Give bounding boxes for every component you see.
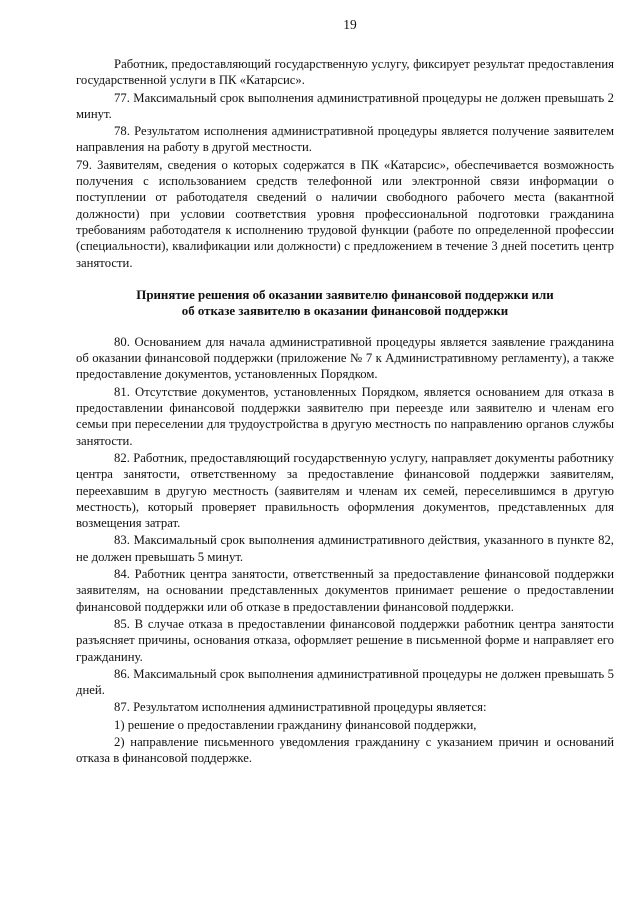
page-number: 19 [343, 17, 357, 32]
section-heading-line: об отказе заявителю в оказании финансовой поддержки [181, 304, 509, 319]
section-heading-line: Принятие решения об оказании заявителю финансовой поддержки или [136, 287, 554, 302]
paragraph: 77. Максимальный срок выполнения административной процедуры не должен превышать 2 минут. [76, 90, 614, 121]
paragraphs-before-heading [76, 56, 614, 271]
section-heading [76, 287, 614, 320]
paragraph: 2) направление письменного уведомления гражданину с указанием причин и оснований отказа в финансовой поддержке. [76, 734, 614, 766]
paragraph: 86. Максимальный срок выполнения административной процедуры не должен превышать 5 дней. [76, 666, 614, 698]
paragraph: 78. Результатом исполнения административной процедуры является получение заявителем направления на работу в другой местности. [76, 124, 614, 155]
paragraph: 82. Работник, предоставляющий государственную услугу, направляет документы работнику центра занятости, ответственному за предоставление финансовой поддержки заявителям, переехавшим в другую местность (заявителям и членам их семей, переселившимся в другую местность), который проверяет правильность оформления документов, представленных для возмещения затрат. [76, 450, 614, 531]
paragraph: 1) решение о предоставлении гражданину финансовой поддержки, [114, 717, 477, 732]
paragraph: 81. Отсутствие документов, установленных Порядком, является основанием для отказа в предоставлении финансовой поддержки заявителю при переезде или заявителю и членам его семьи при переселении для трудоустройства в другую местность по направлению органов службы занятости. [76, 384, 614, 448]
paragraphs-after-heading [76, 334, 614, 767]
paragraph: 80. Основанием для начала административной процедуры является заявление гражданина об оказании финансовой поддержки (приложение № 7 к Административному регламенту), а также предоставление документов, установленных Порядком. [76, 334, 614, 382]
paragraph: Работник, предоставляющий государственную услугу, фиксирует результат предоставления государственной услуги в ПК «Катарсис». [76, 57, 614, 88]
paragraph: 83. Максимальный срок выполнения административного действия, указанного в пункте 82, не должен превышать 5 минут. [76, 533, 614, 564]
paragraph: 85. В случае отказа в предоставлении финансовой поддержки работник центра занятости разъясняет причины, основания отказа, оформляет решение в письменной форме и направляет его гражданину. [76, 616, 614, 664]
paragraph: 87. Результатом исполнения административной процедуры является: [114, 700, 487, 715]
paragraph: 79. Заявителям, сведения о которых содержатся в ПК «Катарсис», обеспечивается возможность получения с использованием средств телефонной или электронной связи информации о поступлении от работодателя сведений о наличии свободного рабочего места (вакантной должности) при условии соответствия уровня профессиональной подготовки гражданина требованиям работодателя к исполнению трудовой функции (работе по определенной профессии (специальности), квалификации или должности) с предложением в течение 3 дней посетить центр занятости. [76, 157, 614, 270]
paragraph: 84. Работник центра занятости, ответственный за предоставление финансовой поддержки заявителям, на основании представленных документов принимает решение о предоставлении финансовой поддержки или об отказе в предоставлении финансовой поддержки. [76, 567, 614, 614]
